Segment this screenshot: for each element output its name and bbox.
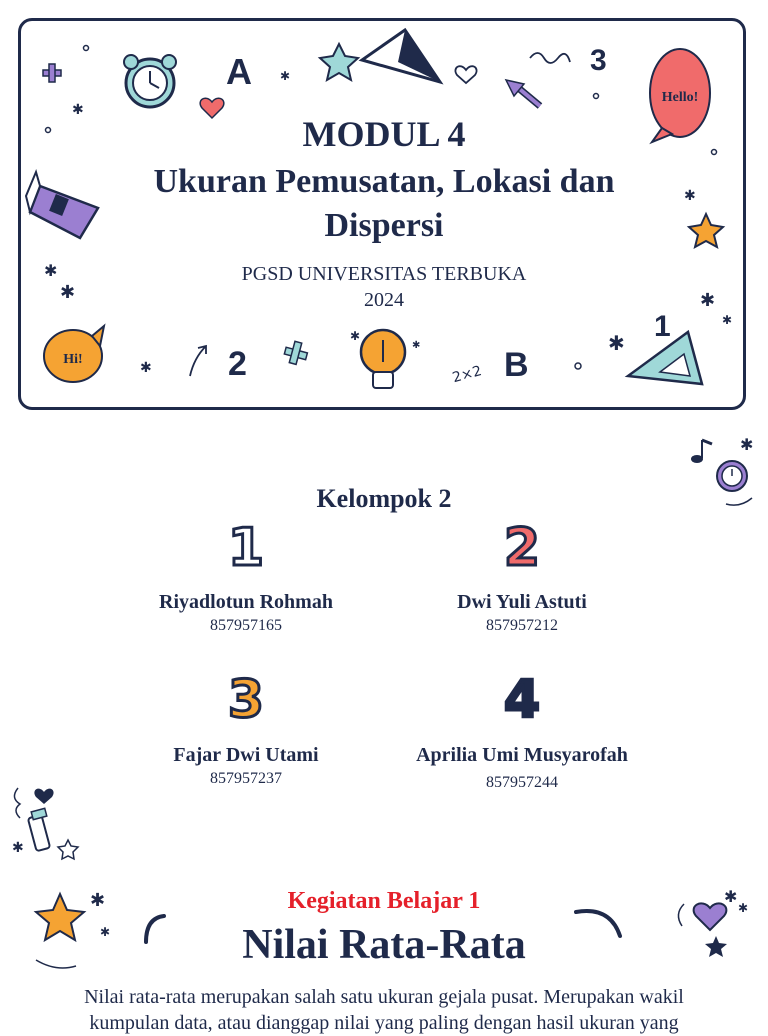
member-number-4: 4 [503, 670, 541, 730]
doodle-number-3: 3 [590, 44, 607, 77]
star-icon [320, 44, 358, 80]
doodle-letter-a: A [226, 51, 252, 92]
section-body: Nilai rata-rata merupakan salah satu ukuran gejala pusat. Merupakan wakil kumpulan data, atau dianggap nilai yang paling dengan hasil ukuran yang [84, 986, 684, 1034]
member-name: Fajar Dwi Utami [173, 744, 319, 766]
svg-text:✱: ✱ [100, 925, 111, 939]
member-id: 857957165 [210, 617, 282, 634]
sparkle-icon: ✱ [700, 290, 716, 310]
member-id: 857957244 [486, 774, 558, 791]
member-number-1: 1 [227, 518, 265, 578]
lightbulb-icon [350, 329, 420, 388]
year-label: 2024 [364, 289, 404, 311]
page-subtitle: Ukuran Pemusatan, Lokasi dan Dispersi [153, 163, 615, 244]
sparkle-icon: ✱ [72, 103, 84, 118]
svg-text:✱: ✱ [412, 340, 421, 351]
plus-icon [43, 64, 61, 82]
organization-label: PGSD UNIVERSITAS TERBUKA [241, 263, 527, 285]
squiggle-icon [530, 53, 570, 63]
plus-icon [284, 341, 307, 364]
member-number-3: 3 [227, 670, 265, 730]
member-id: 857957237 [210, 770, 282, 787]
sparkle-icon: ✱ [280, 69, 291, 83]
section-title: Nilai Rata-Rata [242, 922, 526, 968]
arrow-icon [506, 80, 540, 106]
svg-text:✱: ✱ [724, 889, 738, 906]
sparkle-icon: ✱ [44, 263, 58, 280]
star-outline-icon [58, 840, 78, 859]
book-icon [26, 172, 98, 238]
doodle-math: 2×2 [450, 363, 484, 387]
doodle-number-1: 1 [654, 310, 671, 343]
doodle-letter-b: B [504, 346, 529, 384]
member-number-2: 2 [503, 518, 541, 578]
marker-doodle [6, 780, 86, 864]
marker-icon [28, 808, 50, 851]
member-name: Riyadlotun Rohmah [159, 591, 333, 613]
doodle-number-2: 2 [228, 345, 247, 383]
svg-text:✱: ✱ [90, 890, 106, 910]
alarm-clock-icon [124, 55, 176, 107]
member-name: Aprilia Umi Musyarofah [416, 744, 628, 766]
svg-text:✱: ✱ [738, 901, 749, 915]
page-title: MODUL 4 [302, 114, 466, 154]
curved-arrow-icon [190, 346, 206, 376]
paper-plane-icon [362, 30, 440, 82]
sparkle-icon: ✱ [140, 361, 152, 376]
sparkle-icon: ✱ [60, 282, 76, 302]
heart-outline-icon [455, 66, 476, 83]
hi-bubble-text: Hi! [63, 352, 83, 367]
hello-bubble-text: Hello! [661, 90, 699, 105]
heart-icon [34, 789, 53, 804]
section-label: Kegiatan Belajar 1 [287, 888, 481, 914]
star-icon [689, 214, 723, 247]
sparkle-icon: ✱ [684, 189, 696, 204]
music-note-icon [691, 440, 712, 463]
member-id: 857957212 [486, 617, 558, 634]
member-name: Dwi Yuli Astuti [457, 591, 587, 613]
group-title: Kelompok 2 [316, 484, 452, 513]
svg-text:✱: ✱ [740, 437, 754, 454]
sparkle-icon: ✱ [722, 313, 733, 327]
svg-text:✱: ✱ [12, 841, 24, 856]
svg-text:✱: ✱ [350, 329, 361, 343]
sparkle-icon: ✱ [608, 333, 625, 355]
